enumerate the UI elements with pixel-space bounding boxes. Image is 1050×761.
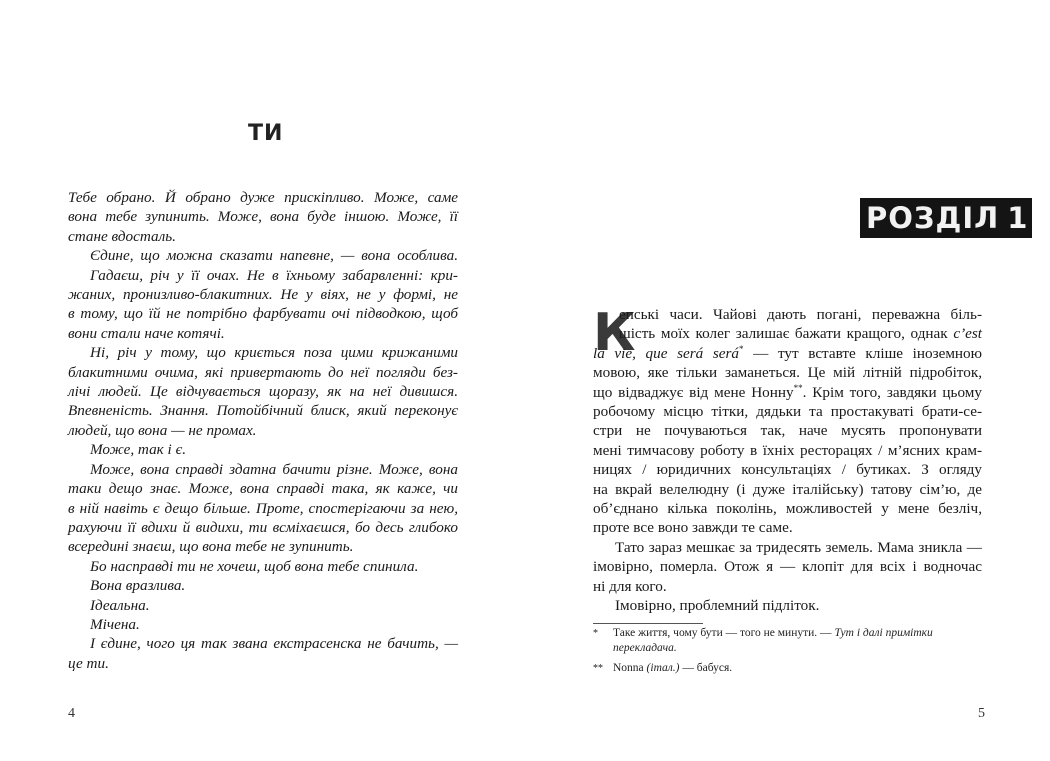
foreign-phrase: la vie, que será será: [593, 344, 740, 362]
text-line: Може, так і є.: [90, 441, 186, 459]
foreign-phrase: c’est: [953, 325, 982, 343]
footnote-text: Таке життя, чому бути — того не минути. —: [613, 627, 835, 639]
text-line: Імовірно, проблемний підліток.: [615, 597, 820, 615]
left-page-text: [68, 188, 458, 673]
text-line: Бо насправді ти не хочеш, щоб вона тебе спинила.: [90, 557, 419, 575]
text-line: це ти.: [68, 654, 109, 672]
text-line: проте все воно завжди те саме.: [593, 519, 793, 537]
text-line: стане вдосталь.: [68, 227, 176, 245]
page-number-right: 5: [978, 706, 985, 721]
text-line: всередині знаєш, що вона тебе не зупинить.: [68, 538, 354, 556]
chapter-word: РОЗДІЛ: [866, 201, 1000, 235]
text-line: [593, 383, 982, 402]
text-line: вони стали наче котячі.: [68, 324, 225, 342]
text-line: ні для кого.: [593, 577, 667, 595]
footnote-ref-1: *: [739, 343, 744, 354]
text-line: таки дещо знає. Може, вона справді така, як каже, чи: [68, 480, 458, 498]
text-line: [593, 344, 982, 363]
footnotes: [593, 626, 983, 681]
text-fragment: що відваджує від мене Нонну: [593, 383, 794, 401]
footnote-italic: (італ.): [646, 662, 680, 674]
text-line: мені тимчасову роботу в їхніх ресторацях / м’ясних крам-: [593, 441, 982, 459]
text-line: [593, 324, 982, 343]
text-line: вона тебе зупинить. Може, вона буде іншою. Може, її: [68, 208, 458, 226]
first-lines: [593, 305, 982, 344]
text-fragment: . Крім того, завдяки цьому: [802, 383, 982, 401]
text-fragment: — тут вставте кліше іноземною: [743, 344, 982, 362]
text-line: І єдине, чого ця так звана екстрасенска не бачить, —: [90, 635, 458, 653]
footnote-2: [593, 661, 983, 676]
text-fragment: шість моїх колег залишає бажати кращого, однак: [619, 325, 948, 343]
text-line: в тому, що їй не потрібно фарбувати очі підводкою, щоб: [68, 305, 458, 323]
text-line: Мічена.: [90, 615, 140, 633]
text-line: людей, що вона — не промах.: [68, 421, 257, 439]
footnote-italic: Тут і далі примітки перекладача.: [613, 627, 933, 654]
footnote-text: Nonna: [613, 662, 647, 674]
text-line: стри не почуваються так, наче мусять пропонувати: [593, 422, 982, 440]
text-line: рахуючи її вдихи й видихи, ти всміхаєшся, бо десь глибоко: [68, 518, 458, 536]
drop-cap-letter: К: [593, 303, 636, 363]
text-line: блакитними очима, які привертають до неї погляди без-: [68, 363, 458, 381]
footnote-mark: *: [593, 628, 598, 639]
text-line: ницях / юридичних консультаціях / бутиках. З огляду: [593, 461, 982, 479]
text-line: Ідеальна.: [90, 596, 150, 614]
text-line: Єдине, що можна сказати напевне, — вона особлива.: [90, 247, 458, 265]
text-line: епські часи. Чайові дають погані, переважна біль-: [619, 306, 982, 323]
text-line: об’єднано кілька поколінь, можливостей у мене безліч,: [593, 500, 982, 518]
footnote-rule: [593, 623, 703, 624]
text-line: Вона вразлива.: [90, 577, 186, 595]
text-line: на вкрай велелюдну (і дуже італійську) татову сім’ю, де: [593, 480, 982, 498]
text-line: Впевненість. Знання. Потойбічний блиск, який переконує: [68, 402, 458, 420]
text-line: Ні, річ у тому, що криється поза цими крижаними: [90, 344, 458, 362]
text-line: робочому місцю тітки, дядьки та простакуваті брати-се-: [593, 403, 982, 421]
page-number-left: 4: [68, 706, 75, 721]
text-line: Тебе обрано. Й обрано дуже прискіпливо. Може, саме: [68, 189, 458, 206]
footnote-mark: **: [593, 663, 603, 674]
text-line: в ній навіть є дещо більше. Проте, спостерігаючи за нею,: [68, 499, 458, 517]
right-page-text: [593, 305, 982, 616]
text-line: Гадаєш, річ у її очах. Не в їхньому забарвленні: кри-: [90, 266, 458, 284]
footnote-ref-2: **: [793, 382, 803, 393]
right-page: [525, 0, 1050, 761]
chapter-number: 1: [1007, 201, 1029, 235]
footnote-1: [593, 626, 983, 656]
chapter-heading: [860, 198, 1032, 238]
text-line: імовірно, померла. Отож я — клопіт для всіх і водночас: [593, 558, 982, 576]
footnote-tail: — бабуся.: [679, 662, 733, 674]
remaining-lines: [593, 402, 982, 615]
text-line: жаних, пронизливо-блакитних. Не у віях, не у формі, не: [68, 286, 458, 304]
text-line: Тато зараз мешкає за тридесять земель. Мама зникла —: [615, 538, 982, 556]
text-line: мовою, яке тільки заманеться. Це мій літній підробіток,: [593, 364, 982, 382]
section-heading: ТИ: [248, 121, 284, 146]
text-line: Може, вона справді здатна бачити різне. Може, вона: [90, 460, 458, 478]
text-line: лічі людей. Це відчувається щоразу, як на неї дивишся.: [68, 383, 458, 401]
